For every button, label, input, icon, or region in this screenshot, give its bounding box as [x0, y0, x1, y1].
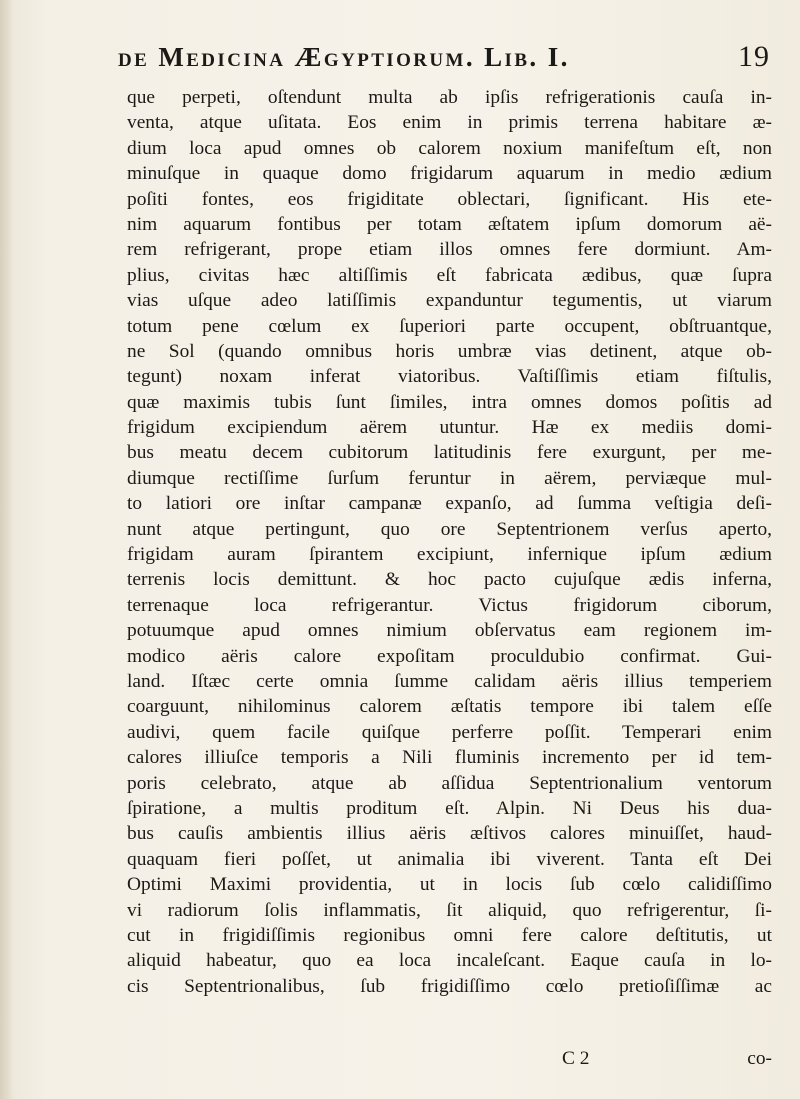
text-line: to latiori ore inſtar campanæ expanſo, ad ſumma veſtigia deſi-	[127, 493, 772, 515]
catchword: co-	[747, 1048, 772, 1069]
text-line: terrenis locis demittunt. & hoc pacto cujuſque ædis inferna,	[127, 569, 772, 591]
text-line: ſpiratione, a multis proditum eſt. Alpin. Ni Deus his dua-	[127, 797, 772, 819]
text-line: quaquam fieri poſſet, ut animalia ibi viverent. Tanta eſt Dei	[127, 848, 772, 870]
text-line: nunt atque pertingunt, quo ore Septentrionem verſus aperto,	[127, 518, 772, 540]
page-gutter-shadow	[0, 0, 14, 1099]
text-line: bus meatu decem cubitorum latitudinis fere exurgunt, per me-	[127, 442, 772, 464]
text-line: rem refrigerant, prope etiam illos omnes fere dormiunt. Am-	[127, 239, 772, 261]
text-line: minuſque in quaque domo frigidarum aquarum in medio ædium	[127, 163, 772, 185]
text-line: coarguunt, nihilominus calorem æſtatis tempore ibi talem eſſe	[127, 696, 772, 718]
text-line: modico aëris calore expoſitam proculdubio confirmat. Gui-	[127, 645, 772, 667]
text-line: dium loca apud omnes ob calorem noxium manifeſtum eſt, non	[127, 137, 772, 159]
text-line: cut in frigidiſſimis regionibus omni fere calore deſtitutis, ut	[127, 924, 772, 946]
text-line: diumque rectiſſime ſurſum feruntur in aërem, perviæque mul-	[127, 467, 772, 489]
text-line: que perpeti, oſtendunt multa ab ipſis refrigerationis cauſa in-	[127, 87, 772, 108]
text-line: quæ maximis tubis ſunt ſimiles, intra omnes domos poſitis ad	[127, 391, 772, 413]
text-line: vias uſque adeo latiſſimis expanduntur tegumentis, ut viarum	[127, 290, 772, 312]
running-head-title: de Medicina Ægyptiorum. Lib. I.	[118, 42, 570, 72]
text-line: cis Septentrionalibus, ſub frigidiſſimo cœlo pretioſiſſimæ ac	[127, 975, 772, 997]
text-line: ne Sol (quando omnibus horis umbræ vias detinent, atque ob-	[127, 340, 772, 362]
text-line: frigidum excipiendum aërem utuntur. Hæ ex mediis domi-	[127, 417, 772, 439]
text-line: tegunt) noxam inferat viatoribus. Vaſtiſſimis etiam fiſtulis,	[127, 366, 772, 388]
body-text	[127, 85, 772, 999]
page-footer	[562, 1048, 772, 1070]
text-line: venta, atque uſitata. Eos enim in primis terrena habitare æ-	[127, 112, 772, 134]
text-line: nim aquarum fontibus per totam æſtatem ipſum domorum aë-	[127, 213, 772, 235]
text-line: audivi, quem facile quiſque perferre poſſit. Temperari enim	[127, 721, 772, 743]
running-head	[112, 38, 772, 82]
text-line: poris celebrato, atque ab aſſidua Septentrionalium ventorum	[127, 772, 772, 794]
text-line: bus cauſis ambientis illius aëris æſtivos calores minuiſſet, haud-	[127, 823, 772, 845]
signature-mark: C 2	[562, 1048, 590, 1069]
page-number: 19	[738, 40, 770, 73]
text-line: aliquid habeatur, quo ea loca incaleſcant. Eaque cauſa in lo-	[127, 950, 772, 972]
text-line: poſiti fontes, eos frigiditate oblectari, ſignificant. His ete-	[127, 188, 772, 210]
text-line: frigidam auram ſpirantem excipiunt, infernique ipſum ædium	[127, 544, 772, 566]
text-line: Optimi Maximi providentia, ut in locis ſub cœlo calidiſſimo	[127, 874, 772, 896]
text-line: potuumque apud omnes nimium obſervatus eam regionem im-	[127, 620, 772, 642]
text-line: totum pene cœlum ex ſuperiori parte occupent, obſtruantque,	[127, 315, 772, 337]
text-line: terrenaque loca refrigerantur. Victus frigidorum ciborum,	[127, 594, 772, 616]
text-line: calores illiuſce temporis a Nili fluminis incremento per id tem-	[127, 747, 772, 769]
text-line: vi radiorum ſolis inflammatis, ſit aliquid, quo refrigerentur, ſi-	[127, 899, 772, 921]
text-line: land. Iſtæc certe omnia ſumme calidam aëris illius temperiem	[127, 670, 772, 692]
text-line: plius, civitas hæc altiſſimis eſt fabricata ædibus, quæ ſupra	[127, 264, 772, 286]
